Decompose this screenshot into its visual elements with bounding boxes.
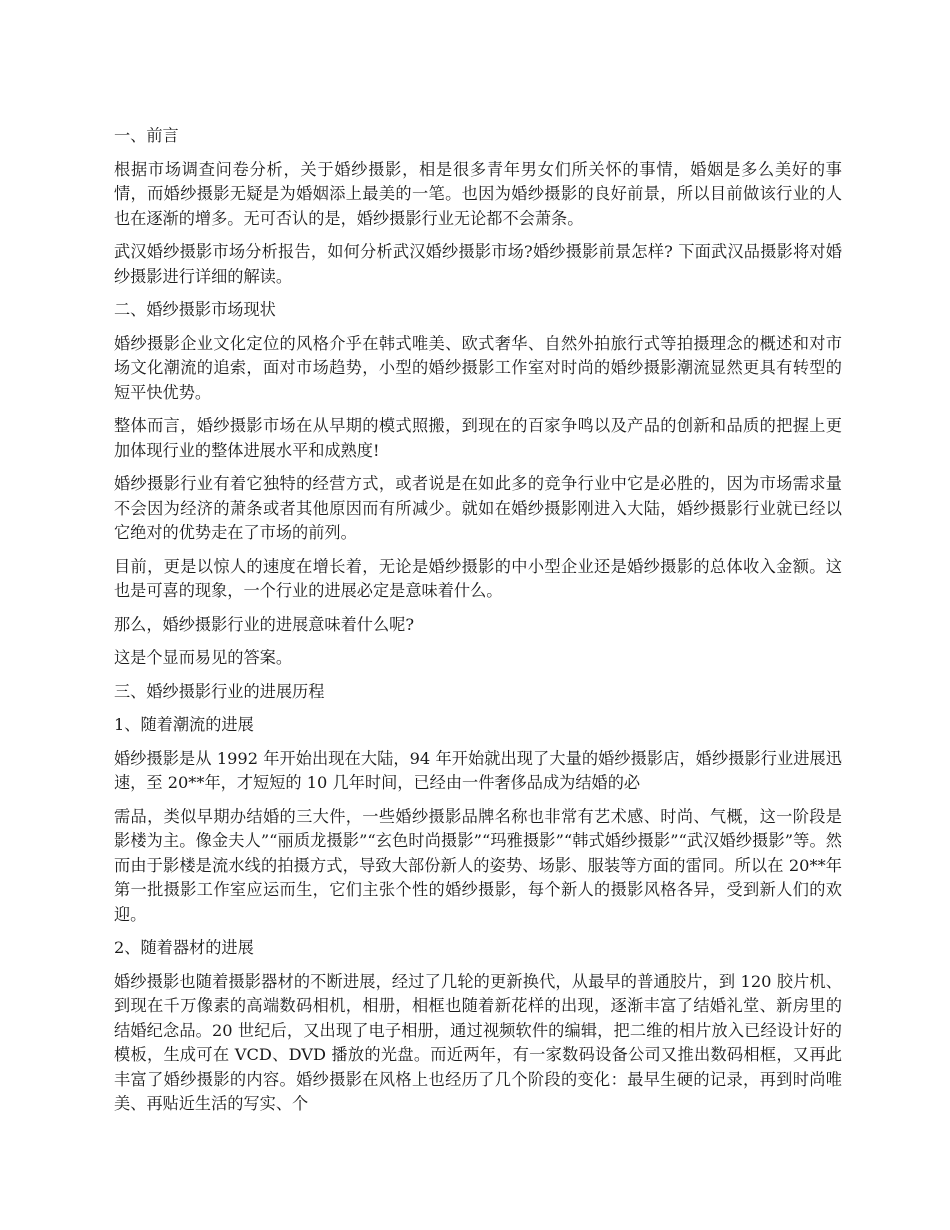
- paragraph: 目前，更是以惊人的速度在增长着，无论是婚纱摄影的中小型企业还是婚纱摄影的总体收入金额。这也是可喜的现象，一个行业的进展必定是意味着什么。: [114, 556, 842, 600]
- paragraph: 婚纱摄影是从 1992 年开始出现在大陆，94 年开始就出现了大量的婚纱摄影店，婚纱摄影行业进展迅速，至 20**年，才短短的 10 几年时间，已经由一件奢侈品成为结婚的必: [114, 748, 842, 792]
- paragraph: 武汉婚纱摄影市场分析报告，如何分析武汉婚纱摄影市场?婚纱摄影前景怎样? 下面武汉品摄影将对婚纱摄影进行详细的解读。: [114, 242, 842, 286]
- section-heading-history: 三、婚纱摄影行业的进展历程: [114, 681, 325, 701]
- paragraph: 婚纱摄影行业有着它独特的经营方式，或者说是在如此多的竞争行业中它是必胜的，因为市场需求量不会因为经济的萧条或者其他原因而有所减少。就如在婚纱摄影刚进入大陆，婚纱摄影行业就已经以它绝对的优势走在了市场的前列。: [114, 474, 842, 542]
- subsection-heading-trend: 1、随着潮流的进展: [114, 715, 254, 734]
- paragraph: 那么，婚纱摄影行业的进展意味着什么呢?: [114, 614, 415, 634]
- paragraph: 需品，类似早期办结婚的三大件，一些婚纱摄影品牌名称也非常有艺术感、时尚、气概，这一阶段是影楼为主。像金夫人”“丽质龙摄影”“玄色时尚摄影”“玛雅摄影”“韩式婚纱摄影”“武汉婚纱摄影”等。然而由于影楼是流水线的拍摄方式，导致大部份新人的姿势、场影、服装等方面的雷同。所以在 20**年第一批摄影工作室应运而生，它们主张个性的婚纱摄影，每个新人的摄影风格各异，受到新人们的欢迎。: [114, 806, 842, 924]
- paragraph: 婚纱摄影企业文化定位的风格介乎在韩式唯美、欧式奢华、自然外拍旅行式等拍摄理念的概述和对市场文化潮流的追索，面对市场趋势，小型的婚纱摄影工作室对时尚的婚纱摄影潮流显然更具有转型的短平快优势。: [114, 333, 842, 402]
- section-heading-preface: 一、前言: [114, 126, 179, 145]
- document-page: [114, 124, 842, 1126]
- section-heading-market-status: 二、婚纱摄影市场现状: [114, 300, 276, 319]
- subsection-heading-equipment: 2、随着器材的进展: [114, 938, 254, 957]
- paragraph: 整体而言，婚纱摄影市场在从早期的模式照搬，到现在的百家争鸣以及产品的创新和品质的把握上更加体现行业的整体进展水平和成熟度!: [114, 416, 842, 460]
- paragraph: 婚纱摄影也随着摄影器材的不断进展，经过了几轮的更新换代，从最早的普通胶片，到 120 胶片机、到现在千万像素的高端数码相机，相册，相框也随着新花样的出现，逐渐丰富了结婚礼堂、新房里的结婚纪念品。20 世纪后，又出现了电子相册，通过视频软件的编辑，把二维的相片放入已经设计好的模板，生成可在 VCD、DVD 播放的光盘。而近两年，有一家数码设备公司又推出数码相框，又再此丰富了婚纱摄影的内容。婚纱摄影在风格上也经历了几个阶段的变化：最早生硬的记录，再到时尚唯美、再贴近生活的写实、个: [114, 971, 842, 1113]
- paragraph: 根据市场调查问卷分析，关于婚纱摄影，相是很多青年男女们所关怀的事情，婚姻是多么美好的事情，而婚纱摄影无疑是为婚姻添上最美的一笔。也因为婚纱摄影的良好前景，所以目前做该行业的人也在逐渐的增多。无可否认的是，婚纱摄影行业无论都不会萧条。: [114, 159, 842, 228]
- paragraph: 这是个显而易见的答案。: [114, 648, 293, 667]
